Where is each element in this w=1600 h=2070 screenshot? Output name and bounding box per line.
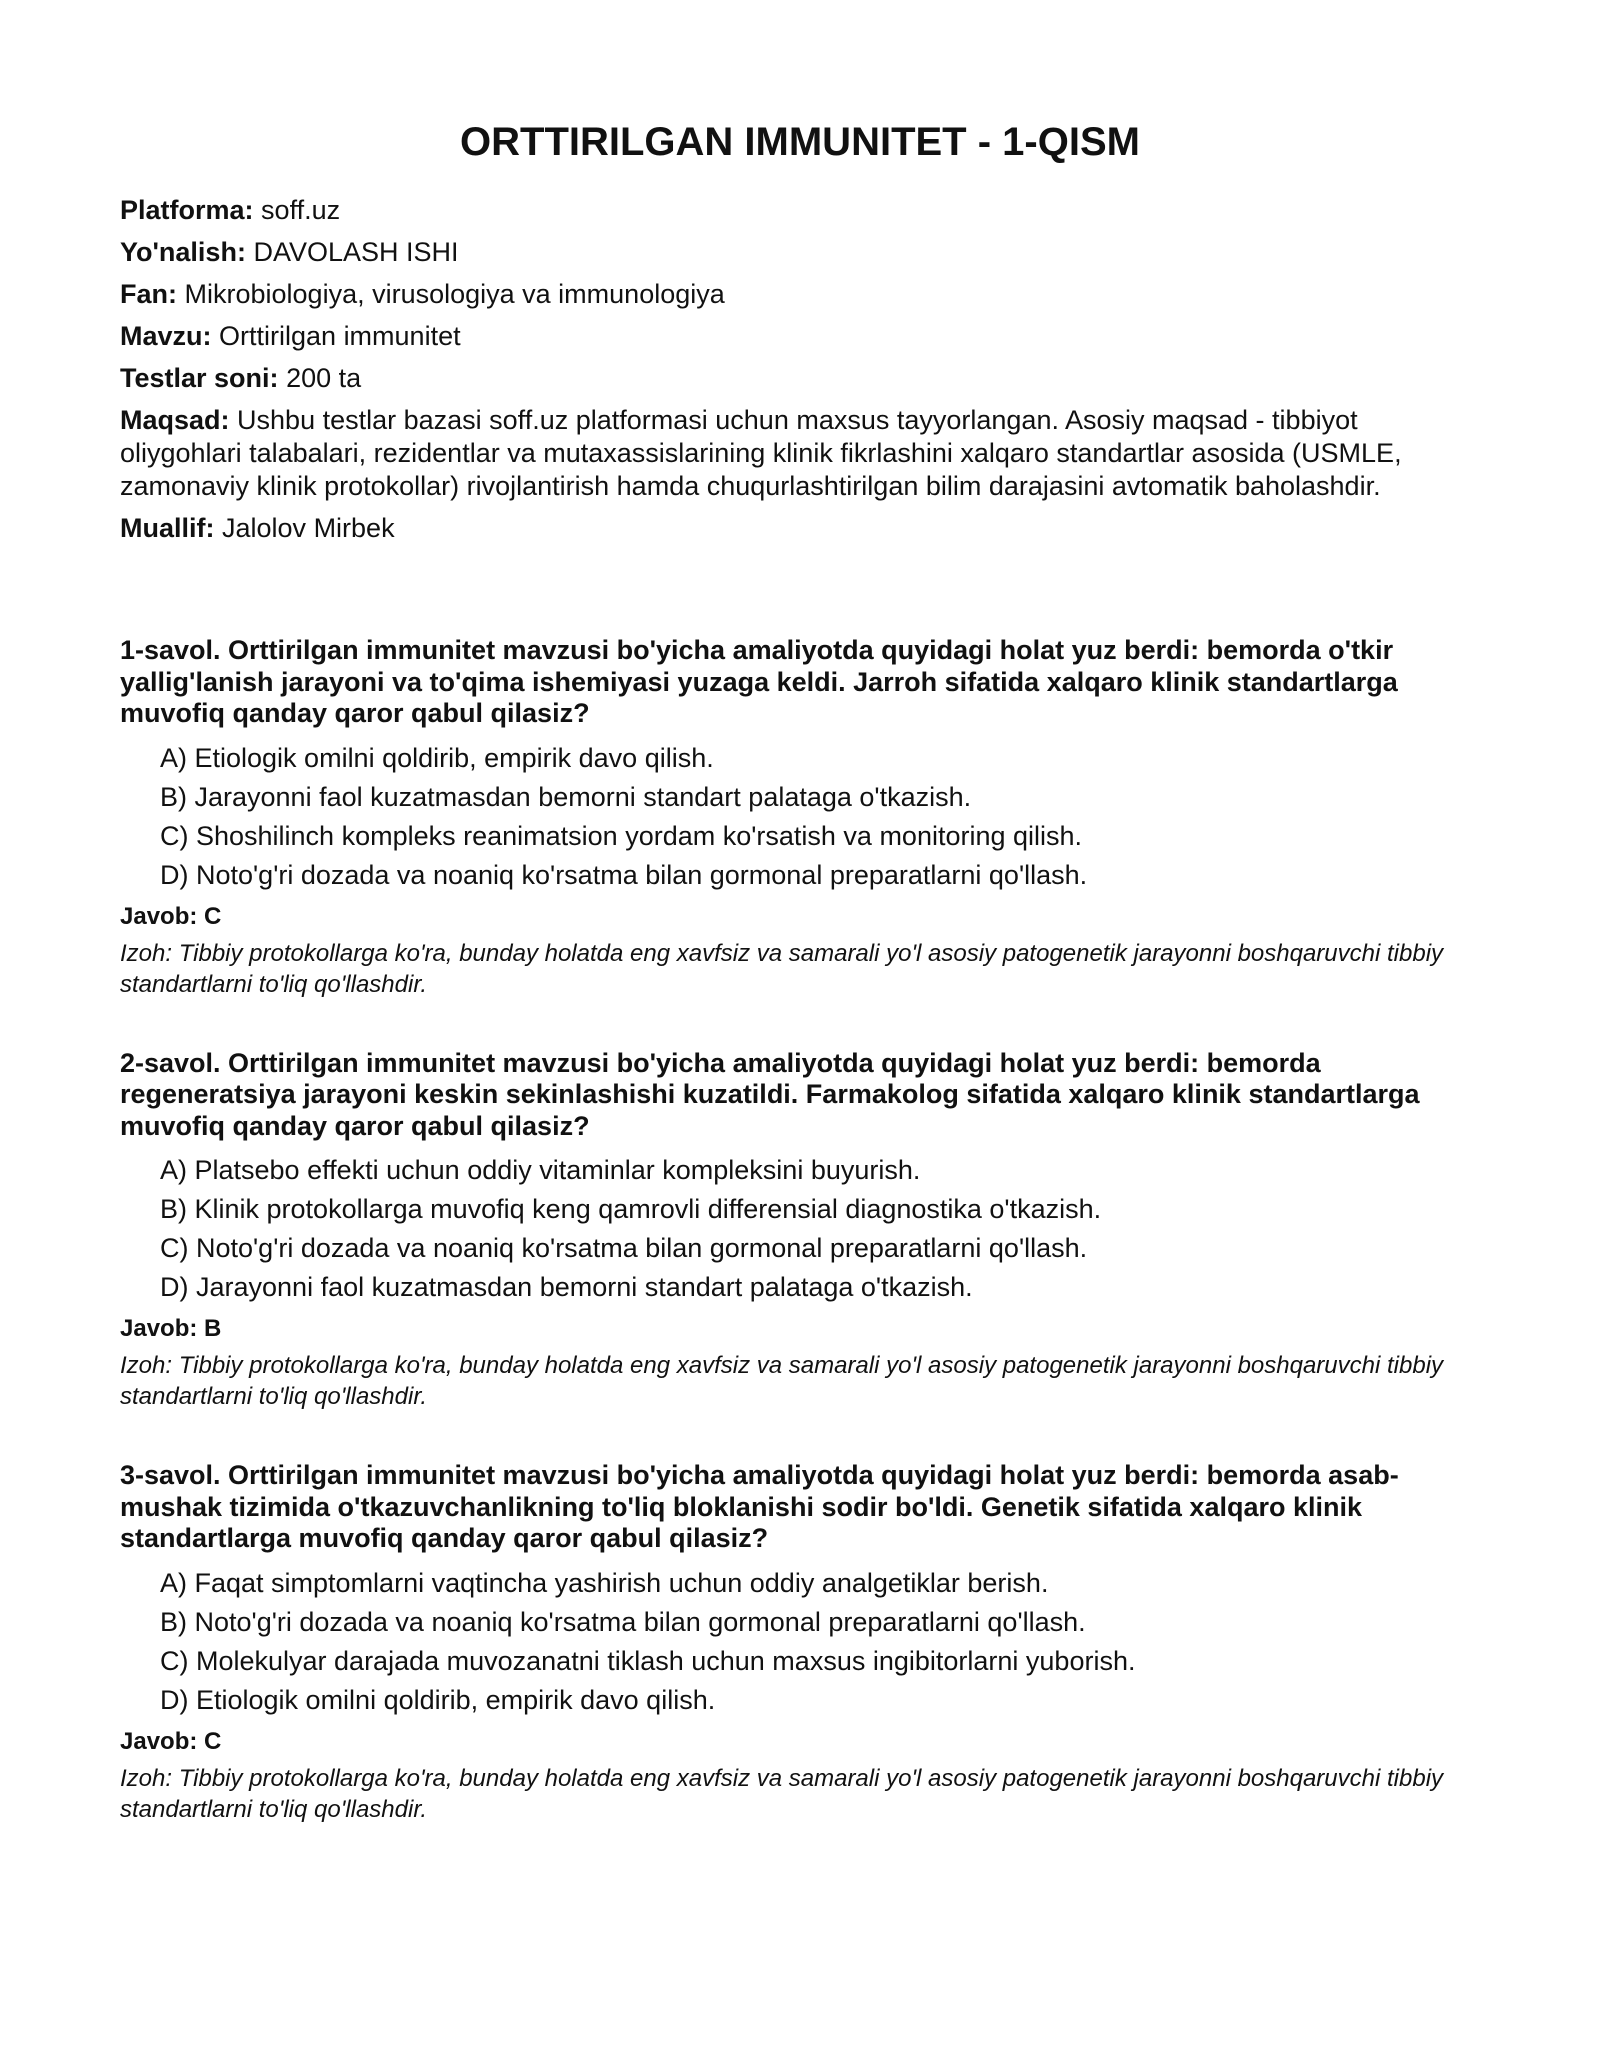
question-3	[120, 1460, 1480, 1825]
meta-fan	[120, 278, 1480, 311]
option-b: B) Noto'g'ri dozada va noaniq ko'rsatma bilan gormonal preparatlarni qo'llash.	[160, 1606, 1086, 1637]
meta-yonalish	[120, 236, 1480, 269]
option-c: C) Shoshilinch kompleks reanimatsion yordam ko'rsatish va monitoring qilish.	[160, 820, 1083, 851]
option-b: B) Jarayonni faol kuzatmasdan bemorni standart palataga o'tkazish.	[160, 781, 972, 812]
meta-label: Maqsad:	[120, 405, 230, 435]
meta-muallif	[120, 512, 1480, 545]
meta-label: Muallif:	[120, 513, 215, 543]
question-text: 3-savol. Orttirilgan immunitet mavzusi bo'yicha amaliyotda quyidagi holat yuz berdi: bemorda asab-mushak tizimida o'tkazuvchanlikning to'liq bloklanishi sodir bo'ldi. Genetik sifatida xalqaro klinik standartlarga muvofiq qanday qaror qabul qilasiz?	[120, 1460, 1399, 1553]
metadata-block	[120, 194, 1480, 545]
meta-platforma	[120, 194, 1480, 227]
option-d: D) Etiologik omilni qoldirib, empirik davo qilish.	[160, 1684, 716, 1715]
option-a: A) Etiologik omilni qoldirib, empirik davo qilish.	[160, 742, 714, 773]
option-d: D) Jarayonni faol kuzatmasdan bemorni standart palataga o'tkazish.	[160, 1272, 973, 1302]
option-c: C) Molekulyar darajada muvozanatni tiklash uchun maxsus ingibitorlarni yuborish.	[160, 1645, 1136, 1676]
meta-mavzu	[120, 320, 1480, 353]
meta-label: Mavzu:	[120, 321, 212, 351]
explanation: Izoh: Tibbiy protokollarga ko'ra, bunday holatda eng xavfsiz va samarali yo'l asosiy patogenetik jarayonni boshqaruvchi tibbiy standartlarni to'liq qo'llashdir.	[120, 939, 1444, 998]
option-a: A) Faqat simptomlarni vaqtincha yashirish uchun oddiy analgetiklar berish.	[160, 1567, 1049, 1598]
question-text: 2-savol. Orttirilgan immunitet mavzusi bo'yicha amaliyotda quyidagi holat yuz berdi: bemorda regeneratsiya jarayoni keskin sekinlashishi kuzatildi. Farmakolog sifatida xalqaro klinik standartlarga muvofiq qanday qaror qabul qilasiz?	[120, 1047, 1420, 1141]
answer: Javob: C	[120, 902, 222, 930]
answer: Javob: B	[120, 1315, 222, 1342]
questions-list	[120, 635, 1480, 1825]
option-d: D) Noto'g'ri dozada va noaniq ko'rsatma bilan gormonal preparatlarni qo'llash.	[160, 859, 1088, 890]
options-list	[120, 742, 1480, 892]
meta-testlar-soni	[120, 362, 1480, 395]
question-text: 1-savol. Orttirilgan immunitet mavzusi bo'yicha amaliyotda quyidagi holat yuz berdi: bemorda o'tkir yallig'lanish jarayoni va to'qima ishemiyasi yuzaga keldi. Jarroh sifatida xalqaro klinik standartlarga muvofiq qanday qaror qabul qilasiz?	[120, 635, 1398, 728]
meta-value: Jalolov Mirbek	[222, 513, 395, 543]
question-1	[120, 635, 1480, 1000]
explanation: Izoh: Tibbiy protokollarga ko'ra, bunday holatda eng xavfsiz va samarali yo'l asosiy patogenetik jarayonni boshqaruvchi tibbiy standartlarni to'liq qo'llashdir.	[120, 1764, 1444, 1823]
meta-label: Yo'nalish:	[120, 237, 246, 267]
option-b: B) Klinik protokollarga muvofiq keng qamrovli differensial diagnostika o'tkazish.	[160, 1194, 1102, 1224]
meta-maqsad	[120, 404, 1480, 503]
meta-label: Platforma:	[120, 195, 254, 225]
option-a: A) Platsebo effekti uchun oddiy vitaminlar kompleksini buyurish.	[160, 1155, 921, 1185]
meta-value: Orttirilgan immunitet	[219, 321, 461, 351]
option-c: C) Noto'g'ri dozada va noaniq ko'rsatma bilan gormonal preparatlarni qo'llash.	[160, 1233, 1088, 1263]
options-list	[120, 1154, 1480, 1304]
explanation: Izoh: Tibbiy protokollarga ko'ra, bunday holatda eng xavfsiz va samarali yo'l asosiy patogenetik jarayonni boshqaruvchi tibbiy standartlarni to'liq qo'llashdir.	[120, 1352, 1444, 1410]
meta-value: DAVOLASH ISHI	[253, 237, 459, 267]
meta-value: 200 ta	[286, 363, 362, 393]
meta-value: Ushbu testlar bazasi soff.uz platformasi uchun maxsus tayyorlangan. Asosiy maqsad - tibbiyot oliygohlari talabalari, rezidentlar va mutaxassislarining klinik fikrlashini xalqaro standartlar asosida (USMLE, zamonaviy klinik protokollar) rivojlantirish hamda chuqurlashtirilgan bilim darajasini avtomatik baholashdir.	[120, 405, 1402, 501]
answer: Javob: C	[120, 1727, 222, 1755]
meta-label: Fan:	[120, 279, 177, 309]
options-list	[120, 1567, 1480, 1717]
meta-label: Testlar soni:	[120, 363, 279, 393]
meta-value: Mikrobiologiya, virusologiya va immunologiya	[184, 279, 725, 309]
meta-value: soff.uz	[261, 195, 341, 225]
question-2	[120, 1048, 1480, 1413]
document-title: ORTTIRILGAN IMMUNITET - 1-QISM	[460, 120, 1140, 164]
